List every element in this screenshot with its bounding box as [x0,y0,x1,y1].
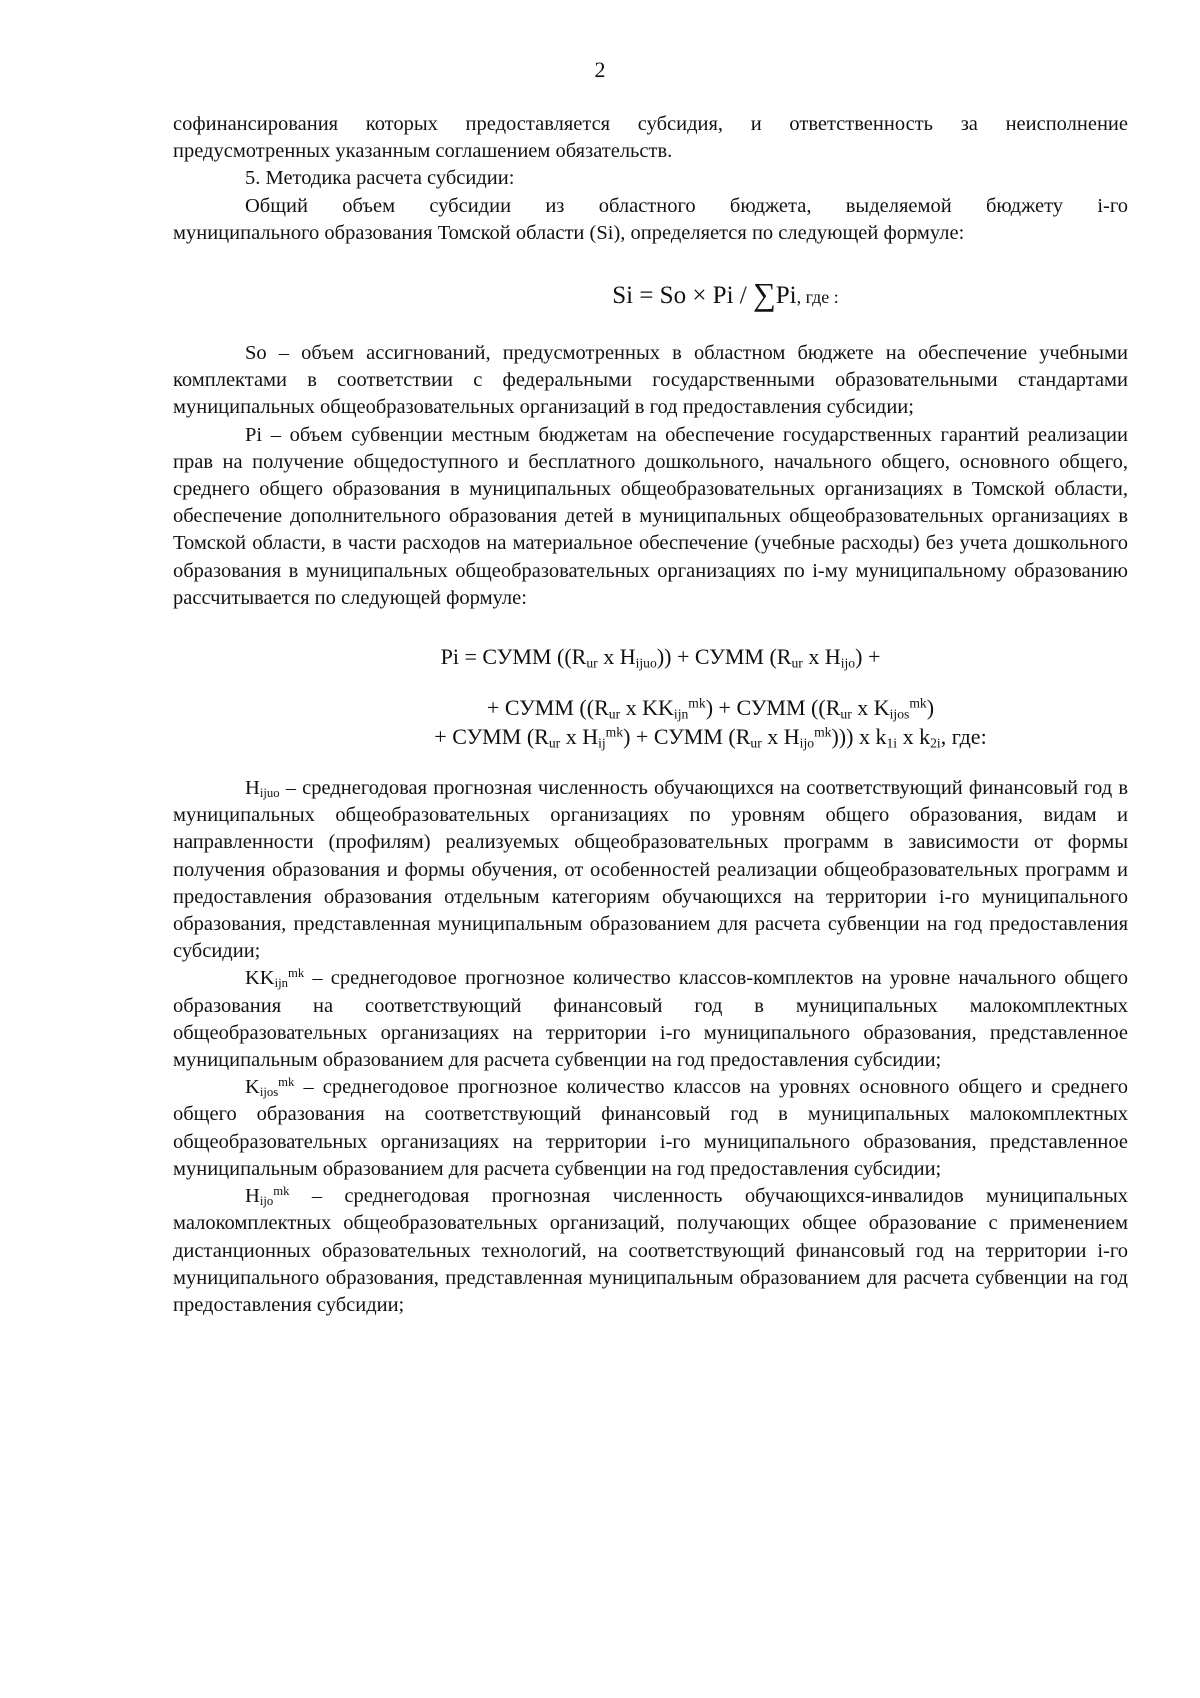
paragraph-line: Общий объем субсидии из областного бюджета, выделяемой бюджету i-го [245,194,1128,217]
sum-symbol: ∑ [752,276,776,313]
definition-k-ijos: $K_{ijos}^{mk}$ – среднегодовое прогнозное количество классов на уровнях основного общего и среднего общего образования на соответствующий финансовый год в муниципальных малокомплектных общеобразовательных организациях на территории i-го муниципального образования, представленное муниципальным образованием для расчета субвенции на год предоставления субсидии; [173,1075,1128,1180]
page-number: 2 [594,57,606,82]
definition-kk-ijn: $KK_{ijn}^{mk}$ – среднегодовое прогнозное количество классов-комплектов на уровне начального общего образования на соответствующий финансовый год в муниципальных малокомплектных общеобразовательных организациях на территории i-го муниципального образования, представленное муниципальным образованием для расчета субвенции на год предоставления субсидии; [173,966,1128,1072]
formula-pi-line-1: Pi = СУММ (($R_{ur}$ x $H_{ijuo}$)) + СУММ ($R_{ur}$ x $H_{ijo}$) + [440,644,881,671]
paragraph-line: предусмотренных указанным соглашением обязательств. [173,140,673,163]
paragraph-line: софинансирования которых предоставляется субсидия, и ответственность за неисполнение [173,113,1128,135]
document-body [173,111,1128,1319]
definition-h-ijuo: $H_{ijuo}$ – среднегодовая прогнозная численность обучающихся на соответствующий финансовый год в муниципальных общеобразовательных организациях по уровням общего образования, видам и направленности (профилям) реализуемых общеобразовательных программ в зависимости от формы получения образования и формы обучения, от особенностей реализации общеобразовательных программ и предоставления образования отдельным категориям обучающихся на территории i-го муниципального образования, представленная муниципальным образованием для расчета субвенции на год предоставления субсидии; [173,777,1128,963]
paragraph-line: муниципального образования Томской области (Si), определяется по следующей формуле: [173,221,965,244]
definition-h-ijo: $H_{ijo}^{mk}$ – среднегодовая прогнозная численность обучающихся-инвалидов муниципальных малокомплектных общеобразовательных организаций, получающих общее образование с применением дистанционных образовательных технологий, на соответствующий финансовый год на территории i-го муниципального образования, представленная муниципальным образованием для расчета субвенции на год предоставления субсидии; [173,1184,1128,1316]
section-heading: 5. Методика расчета субсидии: [245,167,515,190]
formula-si: Si = So × Pi / ∑Pi, где : [612,276,839,313]
formula-pi-line-2: + СУММ (($R_{ur}$ x $KK_{ijn}^{mk}$) + СУММ (($R_{ur}$ x $K_{ijos}^{mk}$) [486,695,935,722]
definition-pi: Pi – объем субвенции местным бюджетам на обеспечение государственных гарантий реализации прав на получение общедоступного и бесплатного дошкольного, начального общего, основного общего, среднего общего образования в муниципальных общеобразовательных организациях в Томской области, обеспечение дополнительного образования детей в муниципальных общеобразовательных организациях в Томской области, в части расходов на материальное обеспечение (учебные расходы) без учета дошкольного образования в муниципальных общеобразовательных организациях по i-му муниципальному образованию рассчитывается по следующей формуле: [173,423,1128,609]
definition-so: So – объем ассигнований, предусмотренных в областном бюджете на обеспечение учебными комплектами в соответствии с федеральными государственными образовательными стандартами муниципальных общеобразовательных организаций в год предоставления субсидии; [173,342,1128,419]
formula-pi-line-3: + СУММ ($R_{ur}$ x $H_{ij}^{mk}$) + СУММ ($R_{ur}$ x $H_{ijo}^{mk}$))) x $k_{1i}$ x $k_{2i}$, где: [434,724,987,751]
